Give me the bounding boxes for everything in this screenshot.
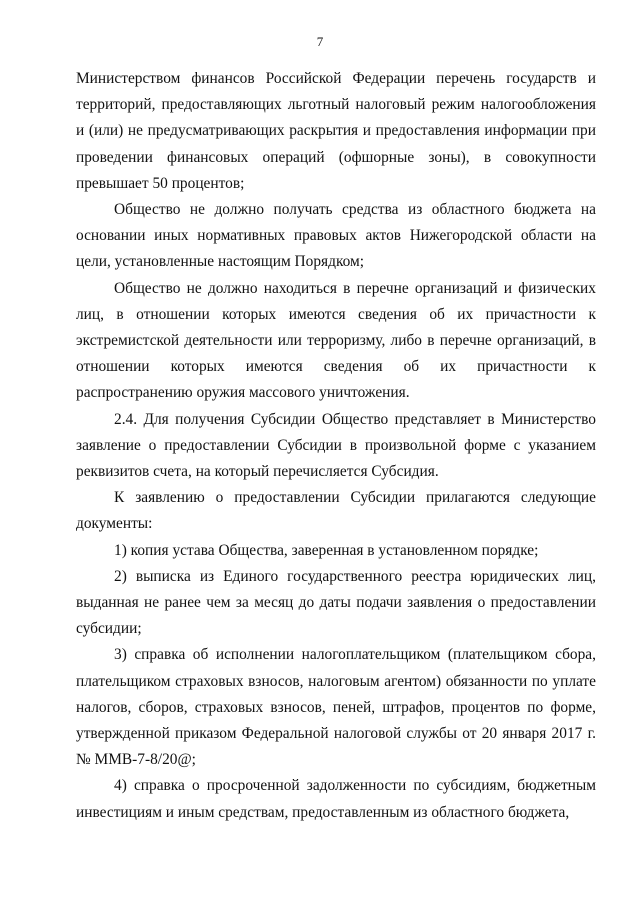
paragraph-offshore-share: Министерством финансов Российской Федерации перечень государств и территорий, предоставляющих льготный налоговый режим налогообложения и (или) не предусматривающих раскрытия и предоставления информации при проведении финансовых операций (офшорные зоны), в совокупности превышает 50 процентов; — [76, 70, 596, 192]
paragraph-attached-documents: К заявлению о предоставлении Субсидии прилагаются следующие документы: — [76, 489, 596, 533]
paragraph-no-other-funding: Общество не должно получать средства из областного бюджета на основании иных нормативных правовых актов Нижегородской области на цели, установленные настоящим Порядком; — [76, 201, 596, 271]
list-item-tax-certificate: 3) справка об исполнении налогоплательщиком (плательщиком сбора, плательщиком страховых взносов, налоговым агентом) обязанности по уплате налогов, сборов, страховых взносов, пеней, штрафов, процентов по форме, утвержденной приказом Федеральной налоговой службы от 20 января 2017 г. № ММВ-7-8/20@; — [76, 646, 596, 769]
list-item-debt-certificate: 4) справка о просроченной задолженности по субсидиям, бюджетным инвестициям и иным средствам, предоставленным из областного бюджета, — [76, 777, 596, 821]
document-body — [76, 66, 596, 826]
paragraph-not-on-terror-lists: Общество не должно находиться в перечне организаций и физических лиц, в отношении которых имеются сведения об их причастности к экстремистской деятельности или терроризму, либо в перечне организаций, в отношении которых имеются сведения об их причастности к распространению оружия массового уничтожения. — [76, 279, 596, 402]
paragraph-section-2-4: 2.4. Для получения Субсидии Общество представляет в Министерство заявление о предоставлении Субсидии в произвольной форме с указанием реквизитов счета, на который перечисляется Субсидия. — [76, 410, 596, 481]
page-number: 7 — [316, 34, 324, 49]
list-item-registry-extract: 2) выписка из Единого государственного реестра юридических лиц, выданная не ранее чем за месяц до даты подачи заявления о предоставлении субсидии; — [76, 567, 596, 638]
list-item-charter-copy: 1) копия устава Общества, заверенная в установленном порядке; — [114, 541, 539, 559]
